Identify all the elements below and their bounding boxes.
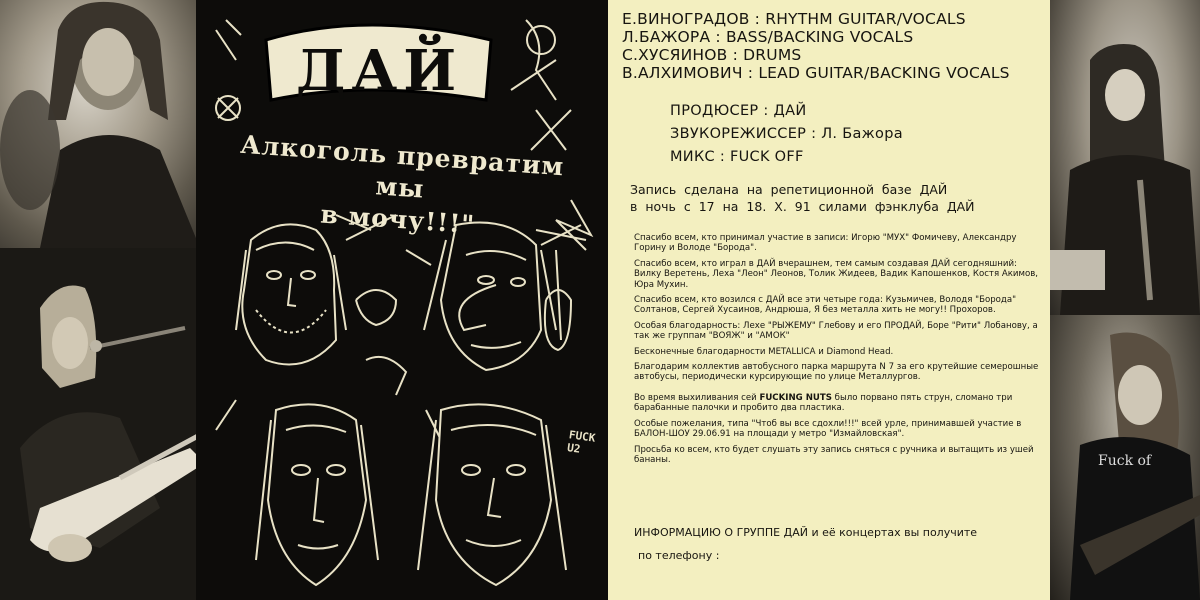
- album-poster: [196, 0, 608, 600]
- credit-line: С.ХУСЯИНОВ : DRUMS: [622, 46, 802, 64]
- thanks-paragraph: Спасибо всем, кто играл в ДАЙ вчерашнем, тем самым создавая ДАЙ сегодняшний: Вилку Веретень, Леха "Леон" Леонов, Толик Жидеев, Вадик Капошенков, Костя Акимов, Юра Мухин.: [634, 258, 1039, 290]
- nuts-text-post: было порвано пять струн, сломано три барабанные палочки и пробито два пластика.: [634, 392, 1013, 414]
- photo-band-member-smiling: [0, 0, 215, 248]
- recording-info: [630, 181, 975, 215]
- nuts-title: FUCKING NUTS: [759, 392, 832, 403]
- band-credits: [622, 10, 1010, 82]
- thanks-section: [634, 233, 1039, 470]
- recording-line: Запись сделана на репетиционной базе ДАЙ: [630, 182, 948, 197]
- fuck-u2-note: FUCK U2: [566, 428, 597, 456]
- portrait-round-face: [418, 404, 566, 585]
- production-line: МИКС : FUCK OFF: [670, 149, 804, 165]
- slogan-line-1: Алкоголь превратим мы: [239, 129, 566, 204]
- production-line: ЗВУКОРЕЖИССЕР : Л. Бажора: [670, 126, 903, 142]
- liner-notes: [608, 0, 1050, 600]
- credit-line: В.АЛХИМОВИЧ : LEAD GUITAR/BACKING VOCALS: [622, 64, 1010, 82]
- production-line: ПРОДЮСЕР : ДАЙ: [670, 103, 807, 119]
- credit-line: Е.ВИНОГРАДОВ : RHYTHM GUITAR/VOCALS: [622, 10, 966, 28]
- slogan-line-2: в мочу!!!": [319, 199, 476, 240]
- svg-text:ДАЙ: ДАЙ: [295, 38, 463, 104]
- thanks-paragraph: Спасибо всем, кто возился с ДАЙ все эти четыре года: Кузьмичев, Володя "Борода" Солтанов, Сергей Хусаинов, Андрюша, Я без металла хить не могу!! Прохоров.: [634, 295, 1017, 316]
- portrait-narrow-face: [256, 404, 378, 585]
- nuts-text-pre: Во время выхиливания сей: [634, 392, 757, 403]
- wishes-paragraph: Особые пожелания, типа "Чтоб вы все сдохли!!!" всей урле, принимавшей участие в БАЛОН-ШОУ 29.06.91 на площади у метро "Измайловская".: [634, 418, 1022, 440]
- thanks-paragraph: Бесконечные благодарности METALLICA и Diamond Head.: [634, 346, 894, 357]
- photo-guitarist-long-hair: [1050, 0, 1200, 315]
- svg-text:Fuck of: Fuck of: [1098, 453, 1152, 469]
- band-logo: [266, 25, 491, 104]
- info-line: ИНФОРМАЦИЮ О ГРУППЕ ДАЙ и её концертах вы получите: [634, 526, 978, 539]
- nuts-paragraph: [634, 393, 1039, 414]
- thanks-paragraph: Особая благодарность: Лехе "РЫЖЕМУ" Глебову и его ПРОДАЙ, Боре "Рити" Лобанову, а так же группам "ВОЯЖ" и "АМОК": [634, 320, 1038, 342]
- portrait-bearded: [236, 224, 346, 364]
- production-credits: [670, 100, 903, 169]
- thanks-paragraph: Благодарим коллектив автобусного парка маршрута N 7 за его крутейшие семерошные автобусы, периодически курсирующие по улице Металлургов.: [634, 362, 1039, 383]
- phone-line: по телефону :: [638, 549, 720, 562]
- credit-line: Л.БАЖОРА : BASS/BACKING VOCALS: [622, 28, 914, 46]
- photo-guitarist-playing: [1050, 315, 1200, 600]
- recording-line: в ночь с 17 на 18. X. 91 силами фэнклуба ДАЙ: [630, 199, 975, 214]
- thanks-paragraph: Спасибо всем, кто принимал участие в записи: Игорю "МУХ" Фомичеву, Александру Горину и Володе "Борода".: [634, 233, 1017, 254]
- request-paragraph: Просьба ко всем, кто будет слушать эту запись сняться с ручника и вытащить из ушей бананы.: [634, 444, 1034, 465]
